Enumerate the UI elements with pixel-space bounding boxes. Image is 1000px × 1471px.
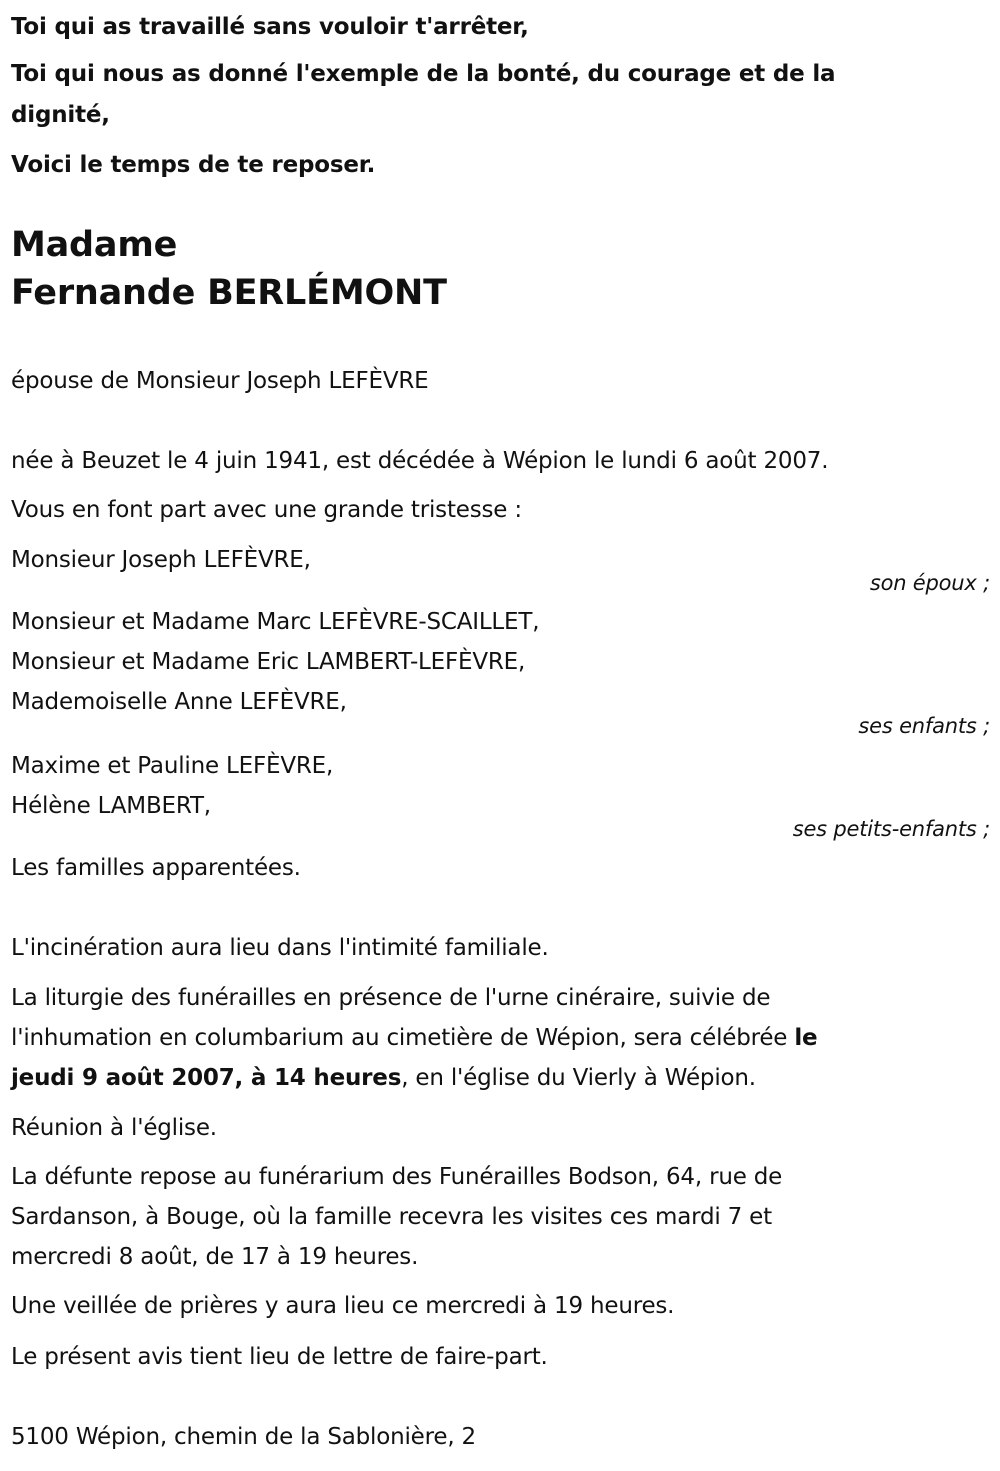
repose-line: Sardanson, à Bouge, où la famille recevra les visites ces mardi 7 et [11, 1204, 772, 1230]
poem-line: Toi qui nous as donné l'exemple de la bonté, du courage et de la [11, 61, 836, 87]
title-honorific: Madame [11, 225, 178, 265]
liturgy-date: le [794, 1025, 818, 1051]
notice-line: Le présent avis tient lieu de lettre de faire-part. [11, 1344, 548, 1370]
cremation-line: L'incinération aura lieu dans l'intimité familiale. [11, 935, 549, 961]
repose-line: La défunte repose au funérarium des Funérailles Bodson, 64, rue de [11, 1164, 783, 1190]
vigil-line: Une veillée de prières y aura lieu ce mercredi à 19 heures. [11, 1293, 675, 1319]
liturgy-text: , en l'église du Vierly à Wépion. [401, 1065, 756, 1091]
meeting-line: Réunion à l'église. [11, 1115, 217, 1141]
poem-line: Voici le temps de te reposer. [11, 152, 376, 178]
family-relation: ses enfants ; [858, 714, 990, 738]
family-relation: son époux ; [869, 571, 990, 595]
repose-line: mercredi 8 août, de 17 à 19 heures. [11, 1244, 419, 1270]
announcement: Vous en font part avec une grande tristesse : [11, 497, 522, 523]
family-relation: ses petits-enfants ; [792, 817, 990, 841]
liturgy-line [11, 1018, 817, 1058]
family-name: Hélène LAMBERT, [11, 793, 211, 819]
poem-line: dignité, [11, 102, 110, 128]
related-families: Les familles apparentées. [11, 855, 301, 881]
liturgy-text: l'inhumation en columbarium au cimetière de Wépion, sera célébrée [11, 1025, 795, 1051]
deceased-name: Fernande BERLÉMONT [11, 273, 447, 313]
family-name: Monsieur et Madame Eric LAMBERT-LEFÈVRE, [11, 649, 526, 675]
family-name: Mademoiselle Anne LEFÈVRE, [11, 689, 347, 715]
family-name: Monsieur Joseph LEFÈVRE, [11, 547, 311, 573]
liturgy-date: jeudi 9 août 2007, à 14 heures [11, 1065, 402, 1091]
address-line: 5100 Wépion, chemin de la Sablonière, 2 [11, 1424, 476, 1450]
spouse-line: épouse de Monsieur Joseph LEFÈVRE [11, 368, 429, 394]
liturgy-line [11, 1058, 756, 1098]
family-name: Monsieur et Madame Marc LEFÈVRE-SCAILLET, [11, 609, 540, 635]
birth-death-line: née à Beuzet le 4 juin 1941, est décédée à Wépion le lundi 6 août 2007. [11, 448, 829, 474]
liturgy-line: La liturgie des funérailles en présence de l'urne cinéraire, suivie de [11, 985, 771, 1011]
poem-line: Toi qui as travaillé sans vouloir t'arrêter, [11, 14, 529, 40]
family-name: Maxime et Pauline LEFÈVRE, [11, 753, 334, 779]
